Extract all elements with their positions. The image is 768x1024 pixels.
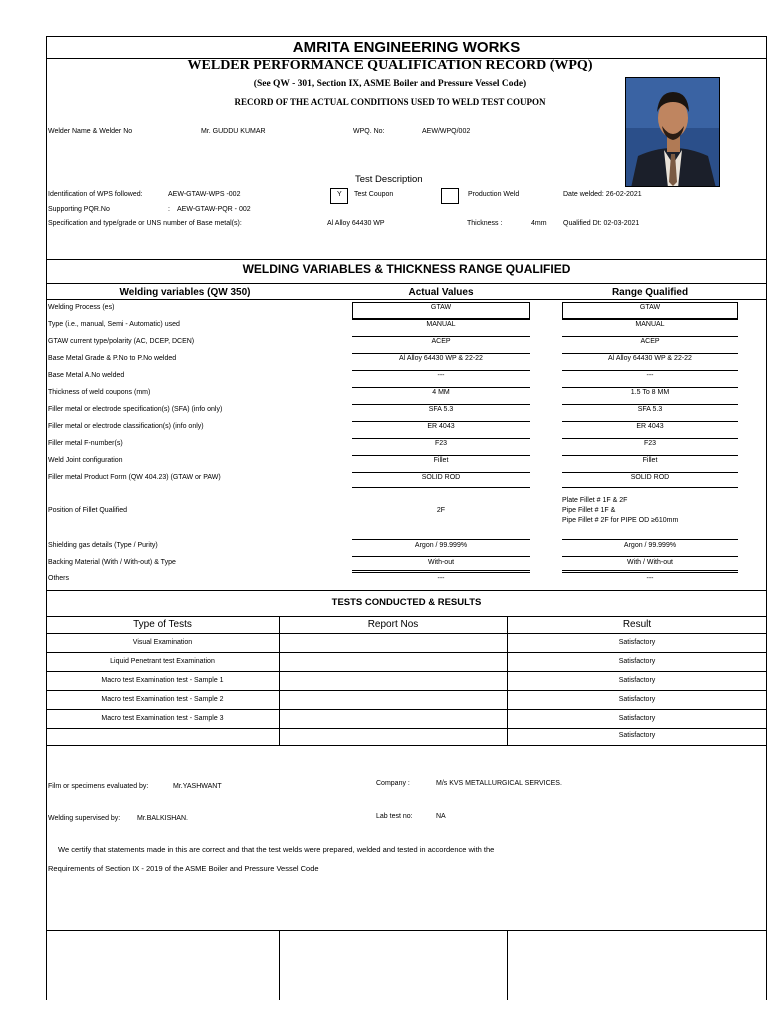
row-rule <box>562 404 738 405</box>
certification-line-1: We certify that statements made in this are correct and that the test welds were prepared, welded and tested in accordence with the <box>58 845 495 854</box>
row-rule <box>352 487 530 488</box>
record-line: RECORD OF THE ACTUAL CONDITIONS USED TO WELD TEST COUPON <box>234 97 546 107</box>
welder-photo <box>625 77 720 187</box>
actual-value: ER 4043 <box>427 423 455 430</box>
table-row-divider <box>46 671 767 672</box>
range-value: Argon / 99.999% <box>623 542 677 549</box>
row-rule <box>562 387 738 388</box>
production-weld-label: Production Weld <box>468 191 520 198</box>
row-rule <box>352 438 530 439</box>
col-type-of-tests: Type of Tests <box>133 619 192 630</box>
row-rule <box>352 472 530 473</box>
actual-value: ACEP <box>431 338 451 345</box>
position-range-line-1: Plate Fillet # 1F & 2F <box>562 497 628 504</box>
base-metal-spec-label: Specification and type/grade or UNS number of Base metal(s): <box>48 220 242 227</box>
wpq-no-label: WPQ. No: <box>353 128 385 135</box>
table-row-divider <box>46 709 767 710</box>
row-rule <box>352 539 530 540</box>
divider <box>46 299 767 300</box>
qualified-date: Qualified Dt: 02-03-2021 <box>563 220 640 227</box>
row-rule <box>352 572 530 573</box>
actual-value: 4 MM <box>432 389 450 396</box>
test-type: Liquid Penetrant test Examination <box>110 658 215 665</box>
row-rule <box>562 556 738 557</box>
col-range-qualified: Range Qualified <box>611 287 689 298</box>
variable-label: Weld Joint configuration <box>48 457 123 464</box>
position-range-line-3: Pipe Fillet # 2F for PIPE OD ≥610mm <box>562 517 679 524</box>
wps-followed-label: Identification of WPS followed: <box>48 191 143 198</box>
variable-label: Filler metal F-number(s) <box>48 440 123 447</box>
lab-test-label: Lab test no: <box>376 813 413 820</box>
wpq-no-value: AEW/WPQ/002 <box>422 128 471 135</box>
row-rule <box>562 472 738 473</box>
pqr-colon: : <box>168 206 170 213</box>
row-rule <box>562 487 738 488</box>
company-label: Company : <box>376 780 410 787</box>
supervised-by: Mr.BALKISHAN. <box>137 815 188 822</box>
base-metal-spec-value: Al Alloy 64430 WP <box>327 220 385 227</box>
actual-value: --- <box>437 575 445 582</box>
range-value: F23 <box>643 440 657 447</box>
supervised-label: Welding supervised by: <box>48 815 121 822</box>
row-rule <box>352 570 530 571</box>
row-rule <box>562 370 738 371</box>
range-value: With / With-out <box>627 559 673 566</box>
position-range-line-2: Pipe Fillet # 1F & <box>562 507 616 514</box>
row-rule <box>352 455 530 456</box>
row-rule <box>352 336 530 337</box>
test-type: Macro test Examination test - Sample 3 <box>101 715 224 722</box>
row-rule <box>562 455 738 456</box>
range-value: GTAW <box>639 304 661 311</box>
actual-value: F23 <box>434 440 448 447</box>
row-rule <box>352 404 530 405</box>
row-rule <box>562 572 738 573</box>
test-type: Macro test Examination test - Sample 2 <box>101 696 224 703</box>
table-row-divider <box>46 690 767 691</box>
range-value: SFA 5.3 <box>637 406 663 413</box>
divider <box>46 930 767 931</box>
range-value: Al Alloy 64430 WP & 22-22 <box>608 355 692 362</box>
row-rule <box>562 438 738 439</box>
evaluated-label: Film or specimens evaluated by: <box>48 783 149 790</box>
test-result: Satisfactory <box>618 658 656 665</box>
position-actual: 2F <box>436 507 446 514</box>
actual-value: Fillet <box>433 457 449 464</box>
variable-label: Others <box>48 575 70 582</box>
certification-line-2: Requirements of Section IX - 2019 of the ASME Boiler and Pressure Vessel Code <box>48 864 319 873</box>
actual-value: SOLID ROD <box>421 474 461 481</box>
divider <box>279 616 280 745</box>
col-result: Result <box>622 619 652 630</box>
range-value: 1.5 To 8 MM <box>630 389 670 396</box>
welder-name-label: Welder Name & Welder No <box>48 128 133 135</box>
row-rule <box>352 556 530 557</box>
variable-label: Base Metal A.No welded <box>48 372 125 379</box>
tests-title: TESTS CONDUCTED & RESULTS <box>331 597 482 608</box>
table-row-divider <box>46 728 767 729</box>
signature-divider <box>279 930 280 1000</box>
test-result: Satisfactory <box>618 677 656 684</box>
actual-value: SFA 5.3 <box>428 406 454 413</box>
actual-value: --- <box>437 372 445 379</box>
wps-followed-value: AEW-GTAW-WPS -002 <box>168 191 241 198</box>
row-rule <box>562 570 738 571</box>
test-result: Satisfactory <box>618 715 656 722</box>
row-rule <box>352 353 530 354</box>
variable-label: Base Metal Grade & P.No to P.No welded <box>48 355 177 362</box>
actual-value: MANUAL <box>426 321 456 328</box>
test-coupon-checkbox <box>330 188 348 204</box>
row-rule <box>352 370 530 371</box>
actual-value: Al Alloy 64430 WP & 22-22 <box>399 355 483 362</box>
row-rule <box>562 336 738 337</box>
col-report-nos: Report Nos <box>367 619 419 630</box>
test-coupon-label: Test Coupon <box>354 191 394 198</box>
range-value: ACEP <box>640 338 660 345</box>
table-row-divider <box>46 652 767 653</box>
divider <box>46 590 767 591</box>
table-row-divider <box>46 745 767 746</box>
production-weld-checkbox <box>441 188 459 204</box>
variable-label: Thickness of weld coupons (mm) <box>48 389 151 396</box>
evaluated-by: Mr.YASHWANT <box>173 783 222 790</box>
divider <box>46 283 767 284</box>
test-type: Macro test Examination test - Sample 1 <box>101 677 224 684</box>
test-description-heading: Test Description <box>355 174 423 185</box>
range-value: ER 4043 <box>636 423 664 430</box>
check-mark: Y <box>337 191 342 198</box>
lab-test-value: NA <box>436 813 446 820</box>
actual-value: With-out <box>427 559 455 566</box>
col-welding-variables: Welding variables (QW 350) <box>119 287 251 298</box>
actual-value-box <box>352 302 530 319</box>
variable-label: Filler metal or electrode specification(s) (SFA) (info only) <box>48 406 223 413</box>
welder-name-value: Mr. GUDDU KUMAR <box>201 128 266 135</box>
test-result: Satisfactory <box>618 732 656 739</box>
thickness-label: Thickness : <box>467 220 503 227</box>
col-actual-values: Actual Values <box>408 287 474 298</box>
form-subtitle: (See QW - 301, Section IX, ASME Boiler and Pressure Vessel Code) <box>253 79 527 89</box>
range-value: Fillet <box>642 457 658 464</box>
range-value-box <box>562 302 738 319</box>
form-title: WELDER PERFORMANCE QUALIFICATION RECORD (WPQ) <box>187 58 593 73</box>
company-name: AMRITA ENGINEERING WORKS <box>292 39 521 56</box>
divider <box>46 259 767 260</box>
variable-label: GTAW current type/polarity (AC, DCEP, DCEN) <box>48 338 195 345</box>
range-value: --- <box>646 372 654 379</box>
row-rule <box>562 319 738 320</box>
actual-value: GTAW <box>430 304 452 311</box>
thickness-value: 4mm <box>531 220 547 227</box>
row-rule <box>352 319 530 320</box>
actual-value: Argon / 99.999% <box>414 542 468 549</box>
variable-label: Type (i.e., manual, Semi - Automatic) used <box>48 321 180 328</box>
divider <box>46 616 767 617</box>
variable-label: Filler metal Product Form (QW 404.23) (GTAW or PAW) <box>48 474 221 481</box>
row-rule <box>562 539 738 540</box>
signature-divider <box>507 930 508 1000</box>
range-value: SOLID ROD <box>630 474 670 481</box>
pqr-label: Supporting PQR.No <box>48 206 110 213</box>
test-type: Visual Examination <box>132 639 193 646</box>
test-result: Satisfactory <box>618 639 656 646</box>
variable-label: Filler metal or electrode classification(s) (info only) <box>48 423 204 430</box>
row-rule <box>562 421 738 422</box>
pqr-value: AEW-GTAW-PQR - 002 <box>177 206 251 213</box>
date-welded: Date welded: 26-02-2021 <box>563 191 642 198</box>
variable-label: Backing Material (With / With-out) & Type <box>48 559 176 566</box>
variable-label: Shielding gas details (Type / Purity) <box>48 542 158 549</box>
welding-variables-title: WELDING VARIABLES & THICKNESS RANGE QUALIFIED <box>242 262 571 276</box>
range-value: --- <box>646 575 654 582</box>
variable-label: Welding Process (es) <box>48 304 115 311</box>
company-value: M/s KVS METALLURGICAL SERVICES. <box>436 780 562 787</box>
position-label: Position of Fillet Qualified <box>48 507 127 514</box>
row-rule <box>562 353 738 354</box>
test-result: Satisfactory <box>618 696 656 703</box>
row-rule <box>352 421 530 422</box>
row-rule <box>352 387 530 388</box>
range-value: MANUAL <box>635 321 665 328</box>
divider <box>46 633 767 634</box>
